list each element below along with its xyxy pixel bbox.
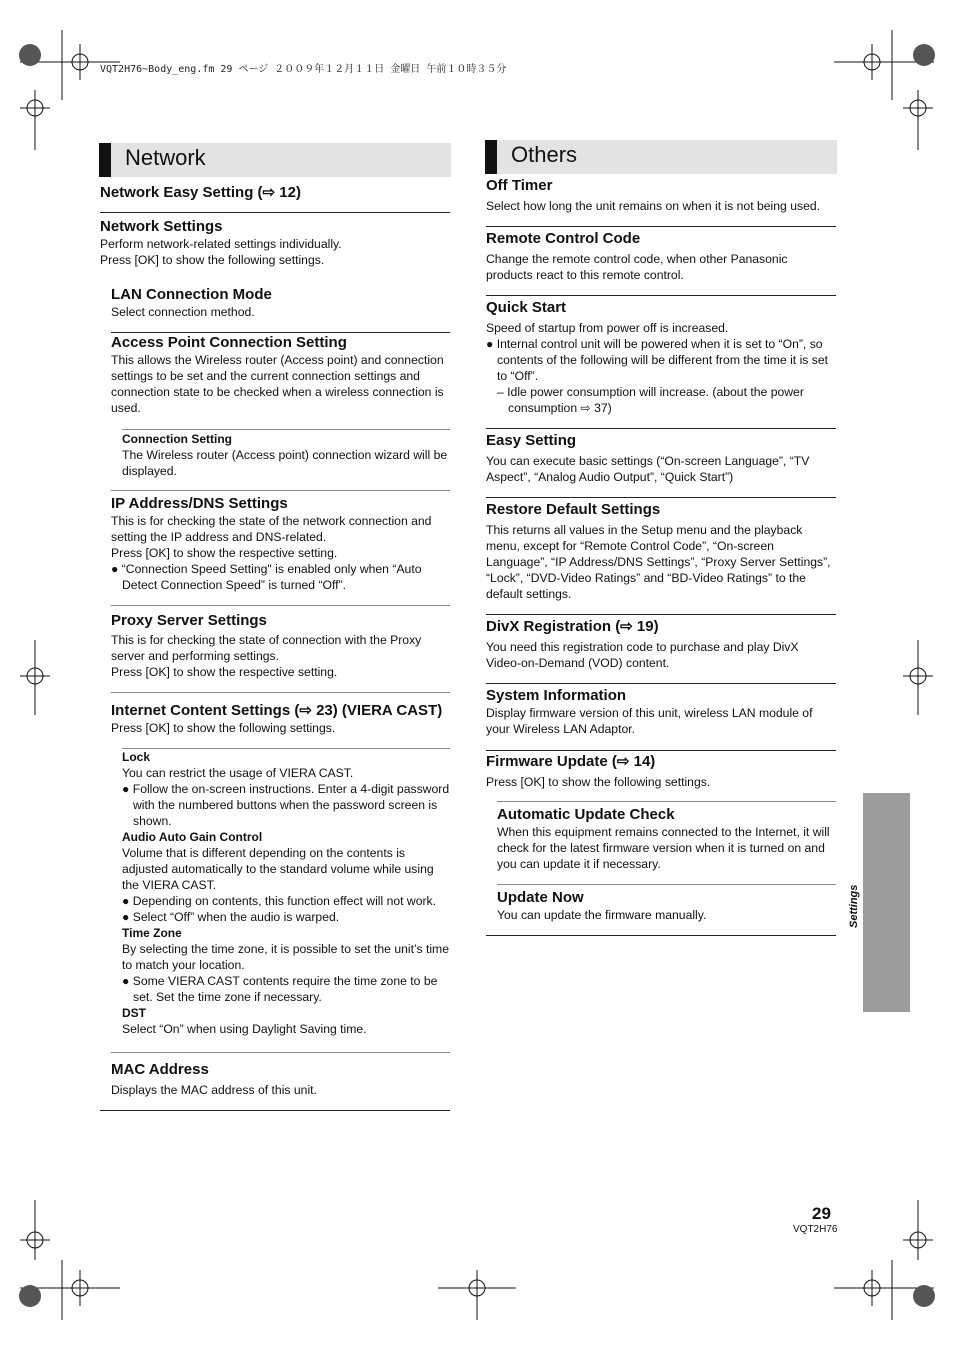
proxy-title: Proxy Server Settings [111,612,267,629]
remote-control-code-title: Remote Control Code [486,230,641,247]
network-section-header [99,143,451,177]
audio-gain-bullet: ● Depending on contents, this function effect will not work. [122,894,437,908]
others-section-header [485,140,837,174]
system-information-text: Display firmware version of this unit, wireless LAN module of your Wireless LAN Adaptor. [486,706,813,736]
settings-side-tab [863,793,910,1012]
connection-setting-text: The Wireless router (Access point) connection wizard will be displayed. [122,448,448,478]
page-number: 29 [812,1204,831,1223]
off-timer-title: Off Timer [486,177,553,194]
time-zone-text: By selecting the time zone, it is possible to set the unit’s time to match your location. [122,942,449,972]
mac-address-title: MAC Address [111,1061,209,1078]
section-bar [99,143,111,177]
network-settings-text: Press [OK] to show the following settings. [100,253,325,267]
easy-setting-text: You can execute basic settings (“On-screen Language”, “TV Aspect”, “Analog Audio Output”, “Quick Start”) [486,454,810,484]
connection-setting-title: Connection Setting [122,432,232,446]
network-easy-setting-title: Network Easy Setting (⇨ 12) [100,184,301,201]
network-column [100,183,450,1111]
lock-title: Lock [122,750,151,764]
time-zone-title: Time Zone [122,926,182,940]
mac-address-text: Displays the MAC address of this unit. [111,1083,317,1097]
update-now-title: Update Now [497,889,584,906]
auto-update-check-title: Automatic Update Check [497,806,675,823]
dst-title: DST [122,1006,146,1020]
others-column [486,177,836,936]
ip-dns-text: This is for checking the state of the network connection and setting the IP address and DNS-related. [111,514,432,544]
quick-start-bullet: ● Internal control unit will be powered when it is set to “On”, so contents of the following will be different from the time it is set to “Off”. [486,337,829,383]
restore-default-title: Restore Default Settings [486,501,661,518]
print-header: VQT2H76~Body_eng.fm 29 ページ ２００９年１２月１１日 金曜日 午前１０時３５分 [100,64,507,75]
lan-connection-title: LAN Connection Mode [111,286,272,303]
time-zone-bullet: ● Some VIERA CAST contents require the time zone to be set. Set the time zone if necessary. [122,974,438,1004]
proxy-text: This is for checking the state of connection with the Proxy server and performing settings. [111,633,422,663]
easy-setting-title: Easy Setting [486,432,577,449]
quick-start-title: Quick Start [486,299,567,316]
audio-gain-bullet: ● Select “Off” when the audio is warped. [122,910,340,924]
ip-dns-bullet: ● “Connection Speed Setting" is enabled only when “Auto Detect Connection Speed” is turned “Off”. [111,562,422,592]
firmware-update-title: Firmware Update (⇨ 14) [486,753,656,770]
section-bar [485,140,497,174]
auto-update-check-text: When this equipment remains connected to the Internet, it will check for the latest firmware version when it is turned on and you can update it if necessary. [497,825,830,871]
network-title: Network [125,145,206,170]
divx-registration-text: You need this registration code to purchase and play DivX Video-on-Demand (VOD) content. [486,640,799,670]
lock-bullet: ● Follow the on-screen instructions. Enter a 4-digit password with the numbered buttons when the password screen is shown. [122,782,450,828]
page-code: VQT2H76 [793,1224,838,1235]
quick-start-note: – Idle power consumption will increase. (about the power consumption ⇨ 37) [497,385,804,415]
lan-connection-text: Select connection method. [111,305,255,319]
divx-registration-title: DivX Registration (⇨ 19) [486,618,659,635]
ip-dns-text: Press [OK] to show the respective setting. [111,546,338,560]
restore-default-text: This returns all values in the Setup menu and the playback menu, except for “Remote Control Code”, “On-screen Language”, “IP Address/DNS Settings”, “Proxy Server Settings”, “Lock”, “DVD-Video Ratings” and “BD-Video Ratings” to the default settings. [486,523,831,601]
others-title: Others [511,142,578,167]
system-information-title: System Information [486,687,627,704]
remote-control-code-text: Change the remote control code, when other Panasonic products react to this remote control. [486,252,788,282]
dst-text: Select “On” when using Daylight Saving time. [122,1022,367,1036]
settings-side-label: Settings [848,884,860,928]
network-settings-text: Perform network-related settings individually. [100,237,342,251]
internet-content-text: Press [OK] to show the following settings. [111,721,336,735]
audio-gain-title: Audio Auto Gain Control [122,830,263,844]
lock-text: You can restrict the usage of VIERA CAST. [122,766,354,780]
ip-dns-title: IP Address/DNS Settings [111,495,288,512]
audio-gain-text: Volume that is different depending on the contents is adjusted automatically to the standard volume while using the VIERA CAST. [122,846,434,892]
access-point-text: This allows the Wireless router (Access point) and connection settings to be set and the current connection settings and connection state to be checked when a wireless connection is used. [111,353,444,415]
network-settings-title: Network Settings [100,218,223,235]
access-point-title: Access Point Connection Setting [111,334,347,351]
quick-start-text: Speed of startup from power off is increased. [486,321,729,335]
off-timer-text: Select how long the unit remains on when it is not being used. [486,199,821,213]
firmware-update-text: Press [OK] to show the following settings. [486,775,711,789]
proxy-text: Press [OK] to show the respective setting. [111,665,338,679]
internet-content-title: Internet Content Settings (⇨ 23) (VIERA CAST) [111,702,443,719]
update-now-text: You can update the firmware manually. [497,908,707,922]
